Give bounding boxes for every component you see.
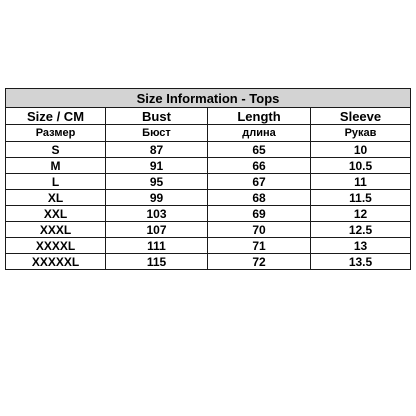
cell-size: XXL bbox=[6, 206, 106, 222]
cell-sleeve: 11.5 bbox=[311, 190, 411, 206]
cell-sleeve: 11 bbox=[311, 174, 411, 190]
cell-bust: 103 bbox=[106, 206, 208, 222]
table-row bbox=[6, 142, 411, 158]
cell-bust: 115 bbox=[106, 254, 208, 270]
cell-length: 70 bbox=[208, 222, 311, 238]
cell-length: 67 bbox=[208, 174, 311, 190]
cell-bust: 91 bbox=[106, 158, 208, 174]
cell-size: L bbox=[6, 174, 106, 190]
cell-size: S bbox=[6, 142, 106, 158]
cell-size: M bbox=[6, 158, 106, 174]
cell-length: 68 bbox=[208, 190, 311, 206]
cell-bust: 107 bbox=[106, 222, 208, 238]
header-row bbox=[6, 108, 411, 125]
cell-length: 65 bbox=[208, 142, 311, 158]
cell-bust: 95 bbox=[106, 174, 208, 190]
subheader-bust: Бюст bbox=[106, 125, 208, 142]
cell-sleeve: 12 bbox=[311, 206, 411, 222]
table-row bbox=[6, 190, 411, 206]
table-row bbox=[6, 158, 411, 174]
table-row bbox=[6, 174, 411, 190]
table-row bbox=[6, 238, 411, 254]
cell-length: 72 bbox=[208, 254, 311, 270]
subheader-row bbox=[6, 125, 411, 142]
subheader-size: Размер bbox=[6, 125, 106, 142]
cell-size: XL bbox=[6, 190, 106, 206]
subheader-length: длина bbox=[208, 125, 311, 142]
cell-sleeve: 12.5 bbox=[311, 222, 411, 238]
cell-bust: 111 bbox=[106, 238, 208, 254]
cell-sleeve: 13.5 bbox=[311, 254, 411, 270]
cell-sleeve: 10.5 bbox=[311, 158, 411, 174]
size-information-table bbox=[5, 88, 411, 270]
header-sleeve: Sleeve bbox=[311, 108, 411, 125]
table-row bbox=[6, 222, 411, 238]
cell-bust: 99 bbox=[106, 190, 208, 206]
cell-size: XXXXL bbox=[6, 238, 106, 254]
table-row bbox=[6, 254, 411, 270]
cell-length: 66 bbox=[208, 158, 311, 174]
cell-size: XXXL bbox=[6, 222, 106, 238]
header-bust: Bust bbox=[106, 108, 208, 125]
cell-length: 69 bbox=[208, 206, 311, 222]
cell-bust: 87 bbox=[106, 142, 208, 158]
header-length: Length bbox=[208, 108, 311, 125]
cell-sleeve: 10 bbox=[311, 142, 411, 158]
table-title: Size Information - Tops bbox=[6, 89, 411, 108]
cell-sleeve: 13 bbox=[311, 238, 411, 254]
header-size: Size / CM bbox=[6, 108, 106, 125]
subheader-sleeve: Рукав bbox=[311, 125, 411, 142]
table-row bbox=[6, 206, 411, 222]
table-body bbox=[6, 142, 411, 270]
cell-length: 71 bbox=[208, 238, 311, 254]
cell-size: XXXXXL bbox=[6, 254, 106, 270]
